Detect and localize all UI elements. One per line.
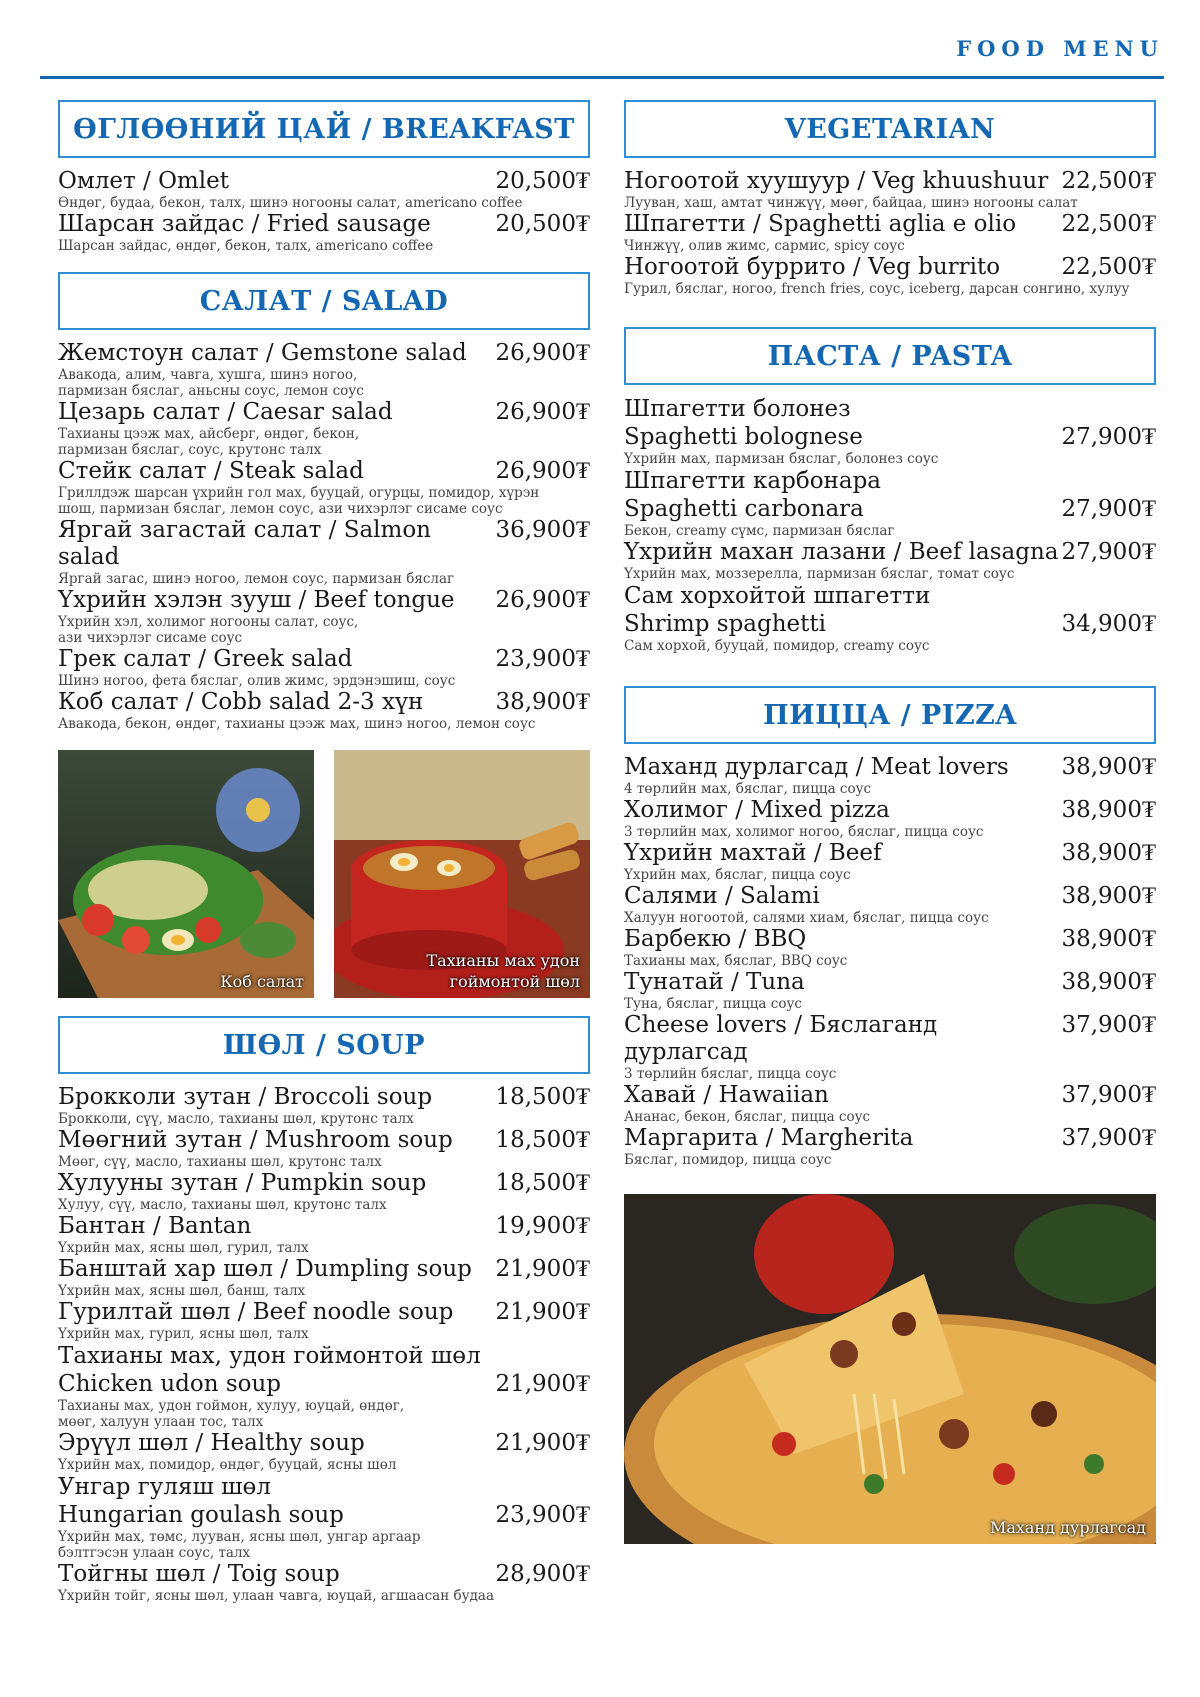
item-description: Лууван, хаш, амтат чинжүү, мөөг, байцаа, шинэ ногооны салат bbox=[624, 195, 1078, 211]
menu-item bbox=[624, 883, 1156, 926]
item-name: Хулууны зутан / Pumpkin soup bbox=[58, 1170, 427, 1196]
item-description: Гриллдэж шарсан үхрийн гол мах, бууцай, огурцы, помидор, хүрэн шош, пармизан бяслаг, лемон соус, ази чихэрлэг сисаме соус bbox=[58, 485, 540, 517]
food-photos-row bbox=[58, 750, 590, 998]
item-description: Үхрийн мах, моззерелла, пармизан бяслаг, томат соус bbox=[624, 566, 1015, 582]
menu-item bbox=[58, 1299, 590, 1342]
item-description: Мөөг, сүү, масло, тахианы шөл, крутонс талх bbox=[58, 1154, 382, 1170]
item-line bbox=[58, 1084, 590, 1111]
menu-item bbox=[624, 395, 1156, 467]
item-price: 27,900₮ bbox=[1061, 496, 1156, 522]
item-price: 21,900₮ bbox=[495, 1299, 590, 1325]
header-divider bbox=[40, 76, 1164, 79]
menu-item bbox=[624, 1082, 1156, 1125]
item-name: Мөөгний зутан / Mushroom soup bbox=[58, 1127, 453, 1153]
item-price: 26,900₮ bbox=[495, 458, 590, 484]
item-price: 26,900₮ bbox=[495, 399, 590, 425]
item-name: Барбекю / BBQ bbox=[624, 926, 807, 952]
item-price: 38,900₮ bbox=[1061, 926, 1156, 952]
item-description: Үхрийн хэл, холимог ногооны салат, соус, ази чихэрлэг сисаме соус bbox=[58, 614, 359, 646]
item-price: 21,900₮ bbox=[495, 1371, 590, 1397]
item-price: 19,900₮ bbox=[495, 1213, 590, 1239]
menu-item bbox=[58, 458, 590, 517]
item-description: Авакода, бекон, өндөг, тахианы цээж мах, шинэ ногоо, лемон соус bbox=[58, 716, 536, 732]
item-name-native: Шпагетти болонез bbox=[624, 396, 851, 422]
item-name: Гурилтай шөл / Beef noodle soup bbox=[58, 1299, 454, 1325]
menu-item bbox=[624, 754, 1156, 797]
item-description: Үхрийн мах, бяслаг, пицца соус bbox=[624, 867, 851, 883]
menu-item bbox=[58, 1342, 590, 1430]
item-line bbox=[58, 1213, 590, 1240]
item-line bbox=[58, 340, 590, 367]
cobb-salad-caption: Коб салат bbox=[220, 972, 304, 991]
item-price: 37,900₮ bbox=[1061, 1012, 1156, 1038]
item-line bbox=[624, 883, 1156, 910]
item-description: Тахианы мах, бяслаг, BBQ соус bbox=[624, 953, 848, 969]
item-description: Туна, бяслаг, пицца соус bbox=[624, 996, 802, 1012]
menu-item bbox=[58, 211, 590, 254]
chicken-udon-caption: Тахианы мах удон гоймонтой шөл bbox=[426, 951, 580, 991]
menu-item bbox=[624, 467, 1156, 539]
item-name: Маргарита / Margherita bbox=[624, 1125, 914, 1151]
section-heading: ШӨЛ / SOUP bbox=[58, 1016, 590, 1074]
item-price: 18,500₮ bbox=[495, 1127, 590, 1153]
item-name: Коб салат / Cobb salad 2-3 хүн bbox=[58, 689, 424, 715]
left-sections-top bbox=[58, 100, 590, 732]
item-line bbox=[624, 539, 1156, 566]
item-description: Үхрийн мах, помидор, өндөг, бууцай, ясны шөл bbox=[58, 1457, 397, 1473]
item-price: 37,900₮ bbox=[1061, 1125, 1156, 1151]
item-name: Яргай загастай салат / Salmon salad bbox=[58, 517, 431, 570]
item-name: Бантан / Bantan bbox=[58, 1213, 252, 1239]
item-name: Тойгны шөл / Toig soup bbox=[58, 1561, 340, 1587]
item-name: Холимог / Mixed pizza bbox=[624, 797, 890, 823]
item-price: 21,900₮ bbox=[495, 1430, 590, 1456]
item-price: 38,900₮ bbox=[1061, 840, 1156, 866]
menu-item bbox=[624, 582, 1156, 654]
item-line bbox=[624, 254, 1156, 281]
item-name: Spaghetti bolognese bbox=[624, 424, 863, 450]
menu-section bbox=[624, 686, 1156, 1168]
menu-title: FOOD MENU bbox=[956, 36, 1164, 61]
pizza-image bbox=[624, 1194, 1156, 1544]
item-line bbox=[58, 1561, 590, 1588]
menu-item bbox=[624, 1125, 1156, 1168]
item-name: Үхрийн махтай / Beef bbox=[624, 840, 882, 866]
item-line bbox=[58, 399, 590, 426]
section-heading: ПАСТА / PASTA bbox=[624, 327, 1156, 385]
item-name: Банштай хар шөл / Dumpling soup bbox=[58, 1256, 472, 1282]
menu-item bbox=[58, 1127, 590, 1170]
item-name: Spaghetti carbonara bbox=[624, 496, 864, 522]
left-column bbox=[58, 100, 590, 1622]
item-name: Hungarian goulash soup bbox=[58, 1502, 344, 1528]
meat-lovers-caption: Маханд дурлагсад bbox=[989, 1518, 1146, 1537]
item-name: Омлет / Omlet bbox=[58, 168, 229, 194]
item-line bbox=[58, 689, 590, 716]
item-line bbox=[624, 1012, 1156, 1066]
item-price: 28,900₮ bbox=[495, 1561, 590, 1587]
item-price: 38,900₮ bbox=[495, 689, 590, 715]
item-name-native: Унгар гуляш шөл bbox=[58, 1474, 271, 1500]
menu-item bbox=[624, 797, 1156, 840]
menu-item bbox=[624, 969, 1156, 1012]
item-price: 18,500₮ bbox=[495, 1170, 590, 1196]
section-heading: ӨГЛӨӨНИЙ ЦАЙ / BREAKFAST bbox=[58, 100, 590, 158]
item-line bbox=[58, 1502, 590, 1529]
item-name: Маханд дурлагсад / Meat lovers bbox=[624, 754, 1009, 780]
item-description: Шарсан зайдас, өндөг, бекон, талх, americano coffee bbox=[58, 238, 434, 254]
menu-item bbox=[58, 587, 590, 646]
item-line bbox=[58, 587, 590, 614]
item-price: 20,500₮ bbox=[495, 211, 590, 237]
item-description: Үхрийн мах, ясны шөл, гурил, талх bbox=[58, 1240, 309, 1256]
item-name: Шарсан зайдас / Fried sausage bbox=[58, 211, 431, 237]
menu-item bbox=[624, 840, 1156, 883]
item-price: 23,900₮ bbox=[495, 1502, 590, 1528]
menu-section bbox=[58, 272, 590, 732]
item-line bbox=[58, 1299, 590, 1326]
item-price: 38,900₮ bbox=[1061, 797, 1156, 823]
item-description: Брокколи, сүү, масло, тахианы шөл, крутонс талх bbox=[58, 1111, 414, 1127]
section-heading: САЛАТ / SALAD bbox=[58, 272, 590, 330]
item-line bbox=[624, 1125, 1156, 1152]
menu-item bbox=[58, 399, 590, 458]
menu-item bbox=[58, 168, 590, 211]
menu-item bbox=[58, 1430, 590, 1473]
item-line bbox=[58, 168, 590, 195]
item-price: 20,500₮ bbox=[495, 168, 590, 194]
item-line bbox=[624, 168, 1156, 195]
item-description: Яргай загас, шинэ ногоо, лемон соус, пармизан бяслаг bbox=[58, 571, 455, 587]
menu-item bbox=[58, 1170, 590, 1213]
item-name: Ногоотой хуушуур / Veg khuushuur bbox=[624, 168, 1049, 194]
item-name: Цезарь салат / Caesar salad bbox=[58, 399, 393, 425]
item-line bbox=[58, 646, 590, 673]
menu-item bbox=[58, 1213, 590, 1256]
item-name: Ногоотой буррито / Veg burrito bbox=[624, 254, 1001, 280]
item-description: Үхрийн мах, гурил, ясны шөл, талх bbox=[58, 1326, 309, 1342]
item-description: Бекон, creamy сүмс, пармизан бяслаг bbox=[624, 523, 895, 539]
item-line bbox=[624, 211, 1156, 238]
item-price: 26,900₮ bbox=[495, 340, 590, 366]
item-name-native: Тахианы мах, удон гоймонтой шөл bbox=[58, 1343, 481, 1369]
item-description: Шинэ ногоо, фета бяслаг, олив жимс, эрдэнэшиш, соус bbox=[58, 673, 456, 689]
item-description: Сам хорхой, бууцай, помидор, creamy соус bbox=[624, 638, 930, 654]
menu-item bbox=[58, 1084, 590, 1127]
menu-section bbox=[624, 100, 1156, 297]
item-name: Грек салат / Greek salad bbox=[58, 646, 353, 672]
item-line bbox=[624, 1082, 1156, 1109]
cobb-salad-image bbox=[58, 750, 314, 998]
menu-item bbox=[624, 926, 1156, 969]
item-name: Үхрийн хэлэн зууш / Beef tongue bbox=[58, 587, 455, 613]
item-description: 3 төрлийн мах, холимог ногоо, бяслаг, пицца соус bbox=[624, 824, 984, 840]
item-price: 26,900₮ bbox=[495, 587, 590, 613]
item-description: Тахианы цээж мах, айсберг, өндөг, бекон, пармизан бяслаг, соус, крутонс талх bbox=[58, 426, 360, 458]
menu-item bbox=[58, 689, 590, 732]
right-column bbox=[624, 100, 1156, 1544]
item-price: 36,900₮ bbox=[495, 517, 590, 543]
menu-section bbox=[58, 100, 590, 254]
item-name: Shrimp spaghetti bbox=[624, 611, 826, 637]
item-name: Жемстоун салат / Gemstone salad bbox=[58, 340, 467, 366]
item-description: Авакода, алим, чавга, хушга, шинэ ногоо, пармизан бяслаг, аньсны соус, лемон соус bbox=[58, 367, 364, 399]
item-description: Халуун ногоотой, салями хиам, бяслаг, пицца соус bbox=[624, 910, 989, 926]
item-price: 37,900₮ bbox=[1061, 1082, 1156, 1108]
menu-item bbox=[58, 1561, 590, 1604]
menu-item bbox=[58, 340, 590, 399]
item-description: 4 төрлийн мах, бяслаг, пицца соус bbox=[624, 781, 872, 797]
item-line bbox=[58, 1256, 590, 1283]
menu-item bbox=[624, 211, 1156, 254]
item-line bbox=[624, 969, 1156, 996]
item-price: 27,900₮ bbox=[1061, 539, 1156, 565]
menu-item bbox=[624, 254, 1156, 297]
menu-section bbox=[624, 327, 1156, 654]
item-line bbox=[624, 797, 1156, 824]
item-name: Брокколи зутан / Broccoli soup bbox=[58, 1084, 433, 1110]
item-description: Тахианы мах, удон гоймон, хулуу, юуцай, өндөг, мөөг, халуун улаан тос, талх bbox=[58, 1398, 405, 1430]
item-line bbox=[624, 754, 1156, 781]
item-line bbox=[58, 458, 590, 485]
item-price: 22,500₮ bbox=[1061, 211, 1156, 237]
item-name: Стейк салат / Steak salad bbox=[58, 458, 364, 484]
item-line bbox=[624, 840, 1156, 867]
item-name-native: Шпагетти карбонара bbox=[624, 468, 882, 494]
section-heading: ПИЦЦА / PIZZA bbox=[624, 686, 1156, 744]
cobb-salad-photo bbox=[58, 750, 314, 998]
right-sections bbox=[624, 100, 1156, 1168]
item-price: 21,900₮ bbox=[495, 1256, 590, 1282]
item-name: Cheese lovers / Бяслаганд дурлагсад bbox=[624, 1012, 938, 1065]
menu-item bbox=[624, 168, 1156, 211]
item-name: Тунатай / Tuna bbox=[624, 969, 805, 995]
item-description: Ананас, бекон, бяслаг, пицца соус bbox=[624, 1109, 871, 1125]
item-price: 38,900₮ bbox=[1061, 969, 1156, 995]
item-name: Үхрийн махан лазани / Beef lasagna bbox=[624, 539, 1059, 565]
item-name-native: Сам хорхойтой шпагетти bbox=[624, 583, 931, 609]
item-description: Үхрийн мах, пармизан бяслаг, болонез соус bbox=[624, 451, 939, 467]
chicken-udon-photo bbox=[334, 750, 590, 998]
menu-item bbox=[58, 517, 590, 587]
item-name: Хавай / Hawaiian bbox=[624, 1082, 829, 1108]
item-line bbox=[58, 1127, 590, 1154]
meat-lovers-pizza-photo bbox=[624, 1194, 1156, 1544]
item-price: 38,900₮ bbox=[1061, 883, 1156, 909]
menu-section bbox=[58, 1016, 590, 1604]
menu-item bbox=[58, 646, 590, 689]
item-description: Үхрийн тойг, ясны шөл, улаан чавга, юуцай, агшаасан будаа bbox=[58, 1588, 494, 1604]
item-name: Шпагетти / Spaghetti aglia e olio bbox=[624, 211, 1017, 237]
menu-item bbox=[624, 1012, 1156, 1082]
item-description: Өндөг, будаа, бекон, талх, шинэ ногооны салат, americano coffee bbox=[58, 195, 523, 211]
item-line bbox=[58, 1371, 590, 1398]
item-price: 27,900₮ bbox=[1061, 424, 1156, 450]
item-name: Салями / Salami bbox=[624, 883, 820, 909]
item-line bbox=[58, 1430, 590, 1457]
item-price: 23,900₮ bbox=[495, 646, 590, 672]
item-name: Chicken udon soup bbox=[58, 1371, 282, 1397]
item-description: Үхрийн мах, төмс, лууван, ясны шөл, унгар аргаар бэлтгэсэн улаан соус, талх bbox=[58, 1529, 421, 1561]
item-description: Чинжүү, олив жимс, сармис, spicy соус bbox=[624, 238, 905, 254]
section-heading: VEGETARIAN bbox=[624, 100, 1156, 158]
item-line bbox=[58, 211, 590, 238]
item-line bbox=[624, 496, 1156, 523]
item-description: Бяслаг, помидор, пицца соус bbox=[624, 1152, 832, 1168]
menu-item bbox=[624, 539, 1156, 582]
item-line bbox=[624, 424, 1156, 451]
item-line bbox=[624, 926, 1156, 953]
item-line bbox=[58, 517, 590, 571]
item-price: 22,500₮ bbox=[1061, 254, 1156, 280]
item-description: Гурил, бяслаг, ногоо, french fries, соус, iceberg, дарсан сонгино, хулуу bbox=[624, 281, 1130, 297]
menu-item bbox=[58, 1473, 590, 1561]
item-price: 34,900₮ bbox=[1061, 611, 1156, 637]
item-description: Үхрийн мах, ясны шөл, банш, талх bbox=[58, 1283, 306, 1299]
item-description: 3 төрлийн бяслаг, пицца соус bbox=[624, 1066, 837, 1082]
item-price: 38,900₮ bbox=[1061, 754, 1156, 780]
item-price: 18,500₮ bbox=[495, 1084, 590, 1110]
menu-item bbox=[58, 1256, 590, 1299]
item-name: Эрүүл шөл / Healthy soup bbox=[58, 1430, 365, 1456]
item-description: Хулуу, сүү, масло, тахианы шөл, крутонс талх bbox=[58, 1197, 387, 1213]
item-line bbox=[624, 611, 1156, 638]
item-price: 22,500₮ bbox=[1061, 168, 1156, 194]
item-line bbox=[58, 1170, 590, 1197]
left-sections-bottom bbox=[58, 1016, 590, 1604]
